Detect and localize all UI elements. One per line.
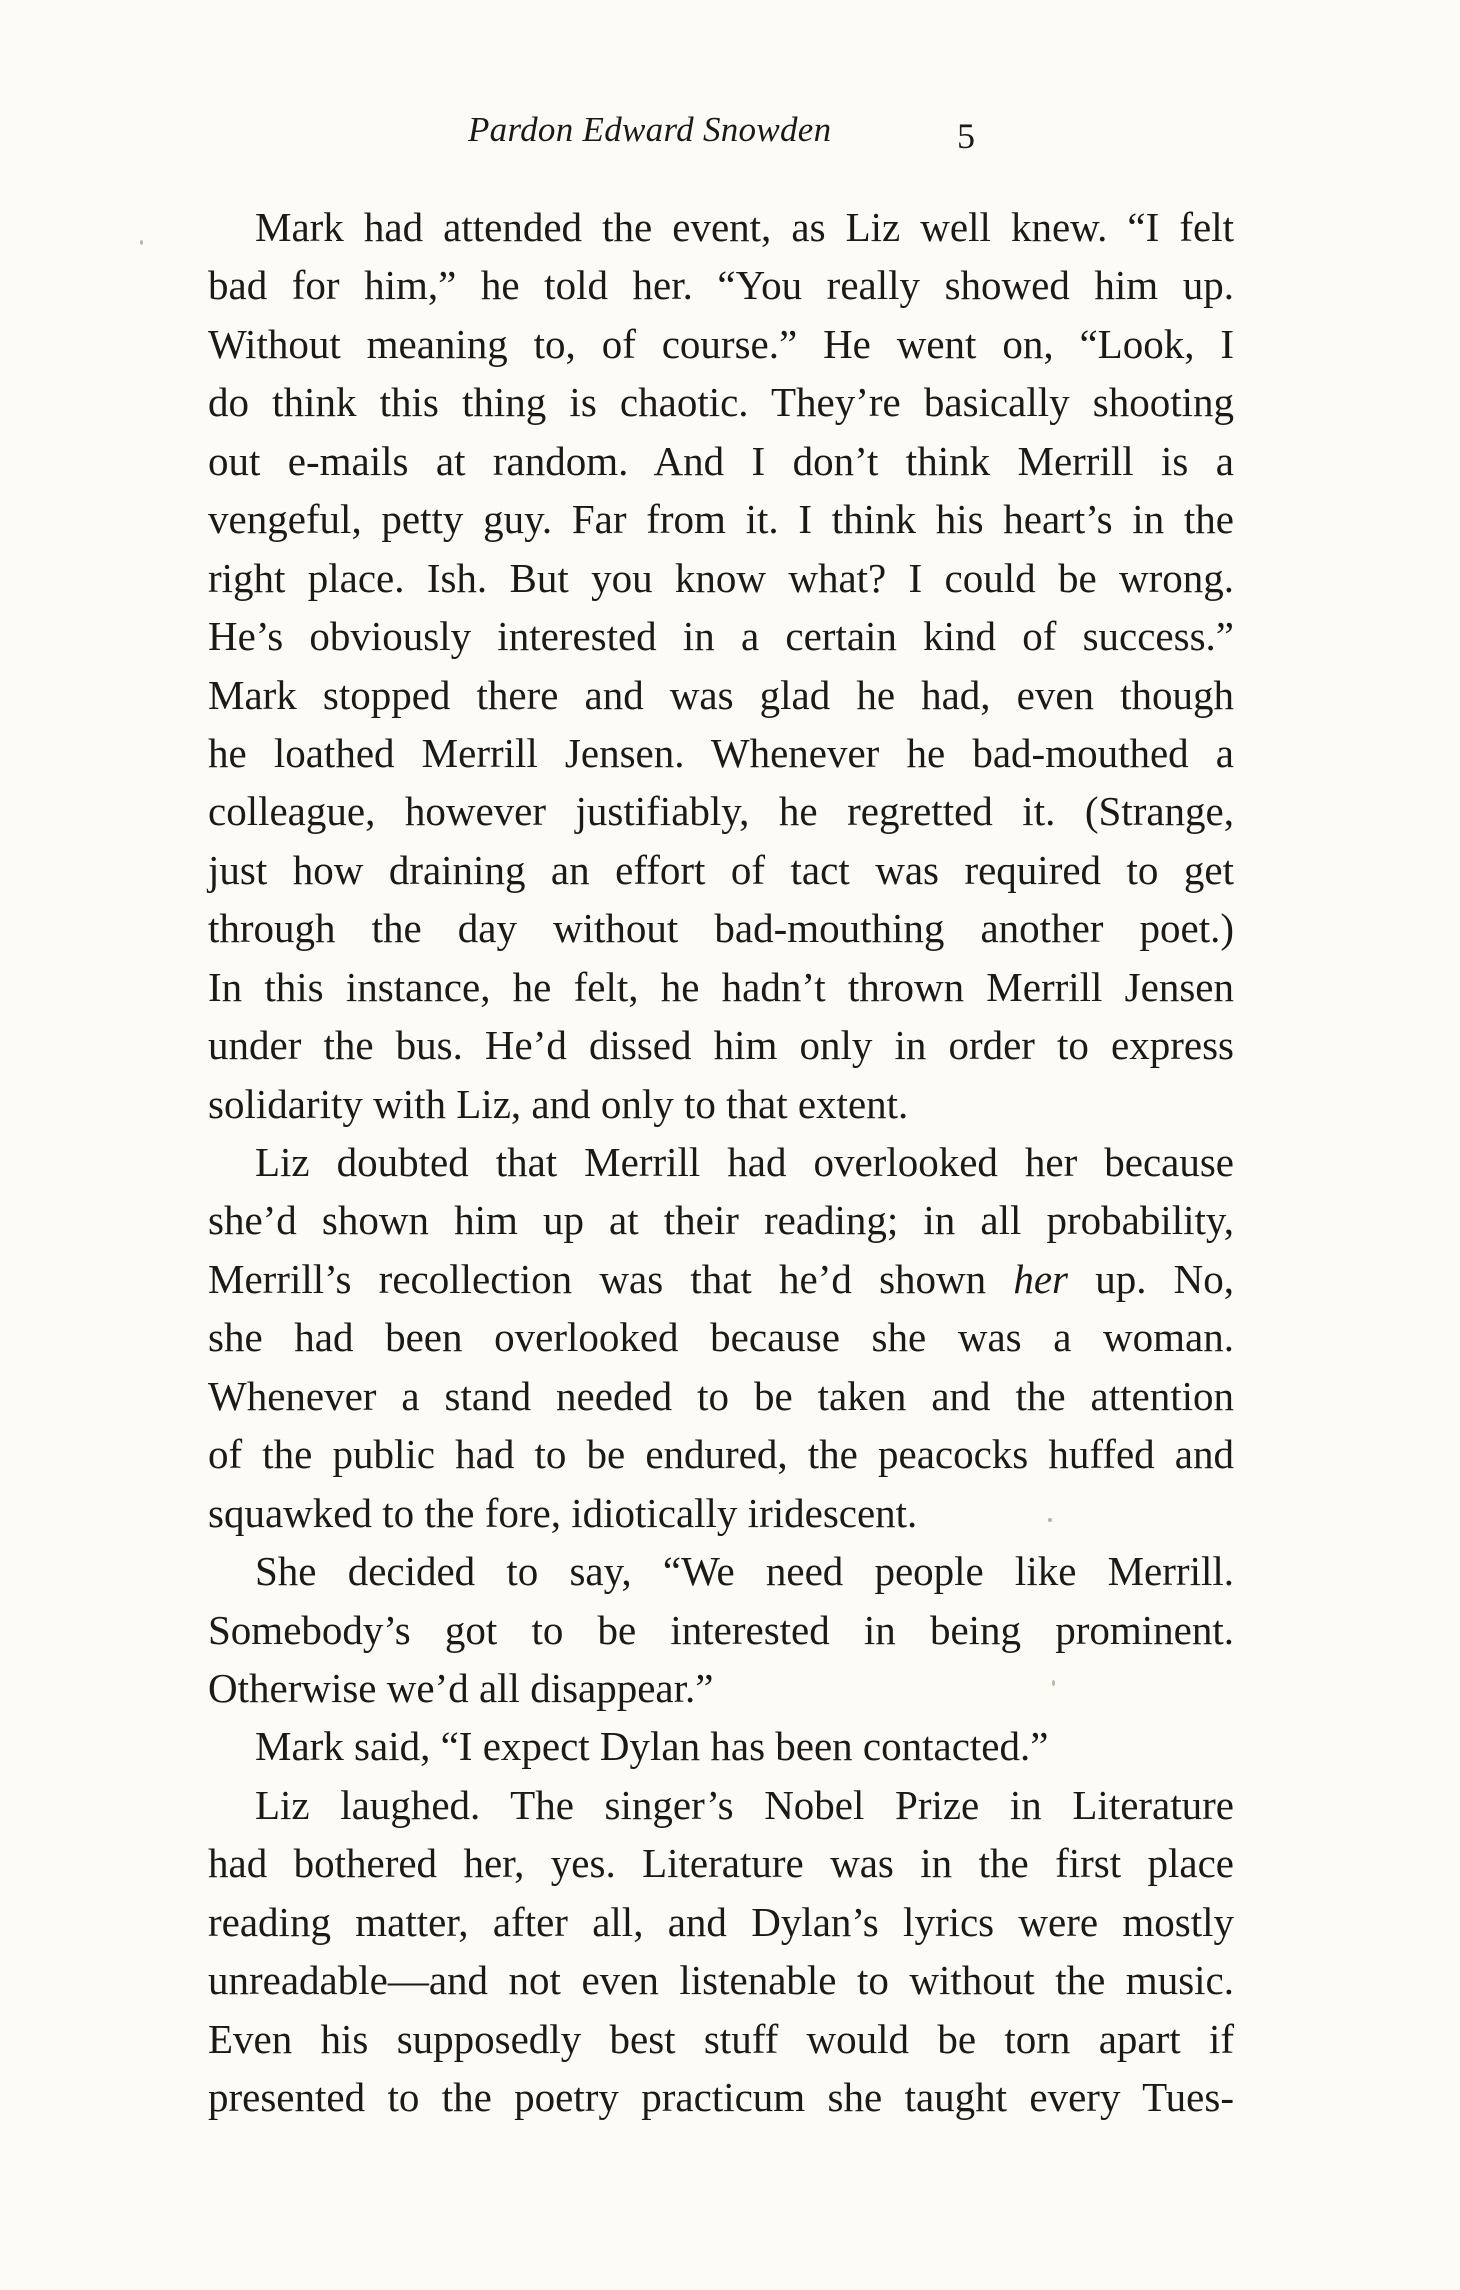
text-line: vengeful, petty guy. Far from it. I think his heart’s in the <box>208 496 1234 543</box>
text-line: out e-mails at random. And I don’t think Merrill is a <box>208 437 1234 484</box>
text-line: he loathed Merrill Jensen. Whenever he bad-mouthed a <box>208 729 1234 776</box>
text-run: Merrill’s recollection was that he’d shown <box>208 1255 1014 1302</box>
body-text <box>208 198 1234 2126</box>
text-line: Mark had attended the event, as Liz well knew. “I felt <box>255 204 1234 250</box>
page-number: 5 <box>957 116 975 156</box>
text-line: colleague, however justifiably, he regretted it. (Strange, <box>208 788 1234 835</box>
text-line: He’s obviously interested in a certain kind of success.” <box>208 613 1234 660</box>
text-line: she’d shown him up at their reading; in all probability, <box>208 1197 1234 1244</box>
emphasis-text: her <box>1013 1255 1068 1302</box>
text-line: had bothered her, yes. Literature was in the first place <box>208 1840 1234 1887</box>
text-line: solidarity with Liz, and only to that extent. <box>208 1080 909 1127</box>
text-line: Mark said, “I expect Dylan has been contacted.” <box>255 1723 1049 1770</box>
text-run: up. No, <box>1068 1255 1235 1302</box>
text-line: of the public had to be endured, the peacocks huffed and <box>208 1431 1234 1478</box>
text-line: presented to the poetry practicum she taught every Tues- <box>208 2074 1234 2120</box>
text-line: Liz laughed. The singer’s Nobel Prize in Literature <box>255 1781 1234 1828</box>
text-line: Somebody’s got to be interested in being prominent. <box>208 1606 1234 1653</box>
paper-speck <box>1048 1518 1052 1522</box>
paper-speck <box>140 240 143 245</box>
text-line: unreadable—and not even listenable to without the music. <box>208 1957 1234 2004</box>
text-line: Liz doubted that Merrill had overlooked her because <box>255 1139 1234 1185</box>
text-line: bad for him,” he told her. “You really showed him up. <box>208 262 1234 309</box>
text-line: reading matter, after all, and Dylan’s lyrics were mostly <box>208 1898 1234 1945</box>
running-title: Pardon Edward Snowden <box>468 110 832 149</box>
text-line: She decided to say, “We need people like Merrill. <box>255 1548 1234 1595</box>
paper-speck <box>1052 1680 1055 1686</box>
text-line: Whenever a stand needed to be taken and the attention <box>208 1372 1234 1419</box>
text-line: under the bus. He’d dissed him only in order to express <box>208 1022 1234 1069</box>
text-line: Mark stopped there and was glad he had, even though <box>208 671 1234 718</box>
text-line: right place. Ish. But you know what? I could be wrong. <box>208 554 1234 601</box>
text-line: Even his supposedly best stuff would be torn apart if <box>208 2015 1234 2062</box>
text-line: she had been overlooked because she was a woman. <box>208 1314 1234 1361</box>
text-line: Without meaning to, of course.” He went on, “Look, I <box>208 320 1234 367</box>
text-line: do think this thing is chaotic. They’re basically shooting <box>208 379 1234 426</box>
text-line: through the day without bad-mouthing another poet.) <box>208 905 1234 952</box>
text-line-with-emphasis <box>208 1250 1234 1308</box>
text-line: just how draining an effort of tact was required to get <box>208 846 1234 893</box>
text-line: squawked to the fore, idiotically iridescent. <box>208 1489 918 1536</box>
text-line: In this instance, he felt, he hadn’t thrown Merrill Jensen <box>208 963 1234 1010</box>
text-line: Otherwise we’d all disappear.” <box>208 1664 714 1711</box>
running-head <box>0 100 1460 160</box>
